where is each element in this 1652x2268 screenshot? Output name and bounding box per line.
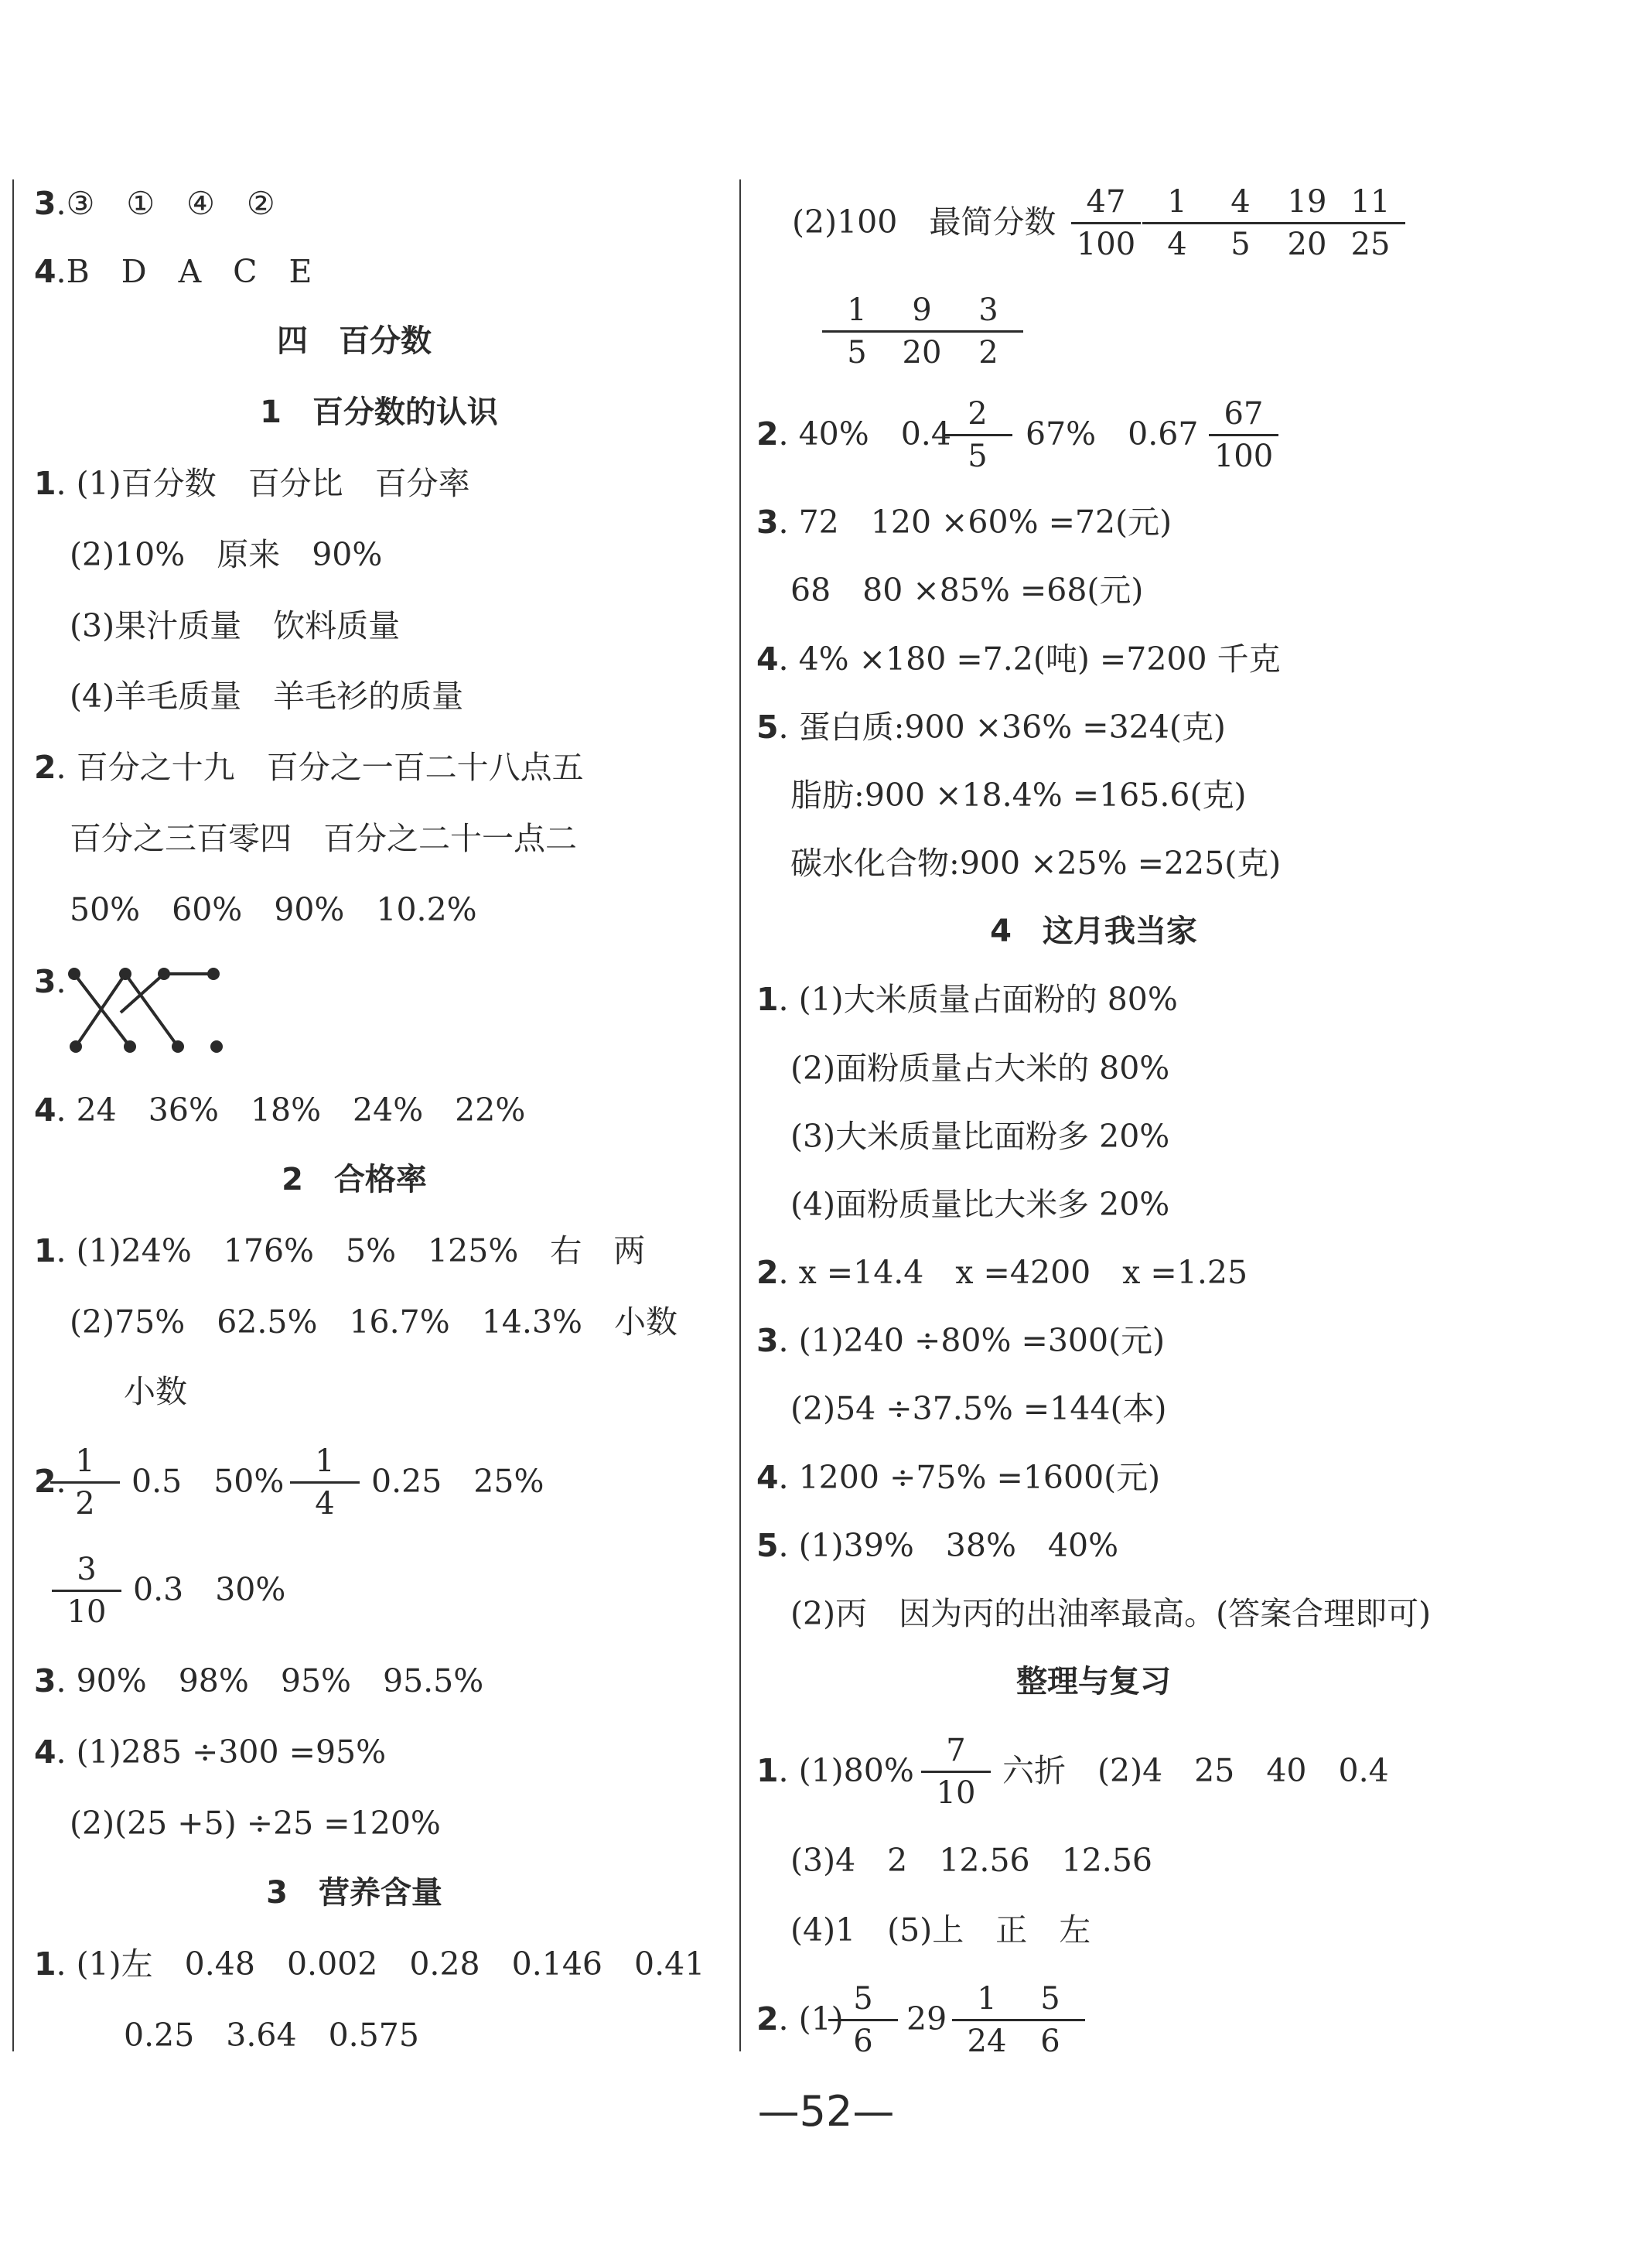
answer-line: (2)54 ÷37.5% =144(本) <box>790 1390 1167 1427</box>
answer-line: (2)100 最简分数 <box>792 203 1056 241</box>
fraction: 1 24 <box>944 1981 1029 2059</box>
answer-line: 68 80 ×85% =68(元) <box>790 572 1144 609</box>
answer-line: (2)75% 62.5% 16.7% 14.3% 小数 <box>70 1303 678 1341</box>
matching-lines-diagram <box>62 963 232 1056</box>
fraction: 9 20 <box>879 292 964 371</box>
answer-line: (3)果汁质量 饮料质量 <box>70 607 401 644</box>
section-heading: 4 这月我当家 <box>990 914 1197 949</box>
answer-line: (2)丙 因为丙的出油率最高。(答案合理即可) <box>790 1595 1432 1632</box>
section-heading: 整理与复习 <box>1016 1664 1171 1699</box>
answer-line: 1. (1)24% 176% 5% 125% 右 两 <box>34 1232 646 1269</box>
answer-line: 4. 24 36% 18% 24% 22% <box>34 1091 526 1129</box>
match-dot <box>119 968 131 980</box>
fraction: 4 5 <box>1198 184 1283 262</box>
unit-heading: 四 百分数 <box>277 323 432 359</box>
answer-line: 5. (1)39% 38% 40% <box>756 1527 1119 1564</box>
answer-line: 2. (1) <box>756 2000 844 2037</box>
fraction: 3 2 <box>946 292 1031 371</box>
answer-line: 1. (1)80% <box>756 1752 914 1789</box>
fraction: 1 5 <box>814 292 899 371</box>
answer-line: 1. (1)左 0.48 0.002 0.28 0.146 0.41 <box>34 1945 705 1983</box>
fraction: 3 10 <box>44 1552 129 1630</box>
match-dot <box>210 1040 223 1053</box>
answer-line: (4)面粉质量比大米多 20% <box>790 1186 1170 1223</box>
answer-line: 2. 40% 0.4 <box>756 415 951 453</box>
answer-line: 0.25 3.64 0.575 <box>124 2017 419 2054</box>
answer-line: 3. <box>34 963 67 1000</box>
match-dot <box>207 968 220 980</box>
fraction: 1 2 <box>43 1443 128 1522</box>
answer-line: (4)1 (5)上 正 左 <box>790 1911 1091 1949</box>
fraction: 7 10 <box>913 1733 998 1811</box>
fraction: 2 5 <box>935 396 1020 474</box>
page-number: —52— <box>757 2087 895 2136</box>
answer-line: 67% 0.67 <box>1026 415 1199 453</box>
answer-line: 脂肪:900 ×18.4% =165.6(克) <box>790 777 1247 814</box>
column-divider <box>739 179 741 2051</box>
fraction: 19 20 <box>1265 184 1350 262</box>
match-dot <box>68 968 80 980</box>
answer-line: 2. <box>34 1463 67 1500</box>
fraction: 1 4 <box>1135 184 1220 262</box>
answer-line: 碳水化合物:900 ×25% =225(克) <box>790 845 1282 882</box>
answer-line: 4.B D A C E <box>34 253 312 290</box>
fraction: 5 6 <box>1008 1981 1093 2059</box>
answer-line: 0.5 50% <box>131 1463 285 1500</box>
answer-line: 2. 百分之十九 百分之一百二十八点五 <box>34 749 584 786</box>
answer-line: 4. (1)285 ÷300 =95% <box>34 1733 387 1771</box>
fraction: 47 100 <box>1063 184 1149 262</box>
answer-line: 0.25 25% <box>371 1463 544 1500</box>
answer-line: 3. (1)240 ÷80% =300(元) <box>756 1322 1166 1359</box>
answer-line: 50% 60% 90% 10.2% <box>70 891 477 928</box>
left-margin-rule <box>12 179 14 2051</box>
answer-line: 4. 1200 ÷75% =1600(元) <box>756 1459 1161 1496</box>
answer-line: 2. x =14.4 x =4200 x =1.25 <box>756 1254 1248 1291</box>
fraction: 1 4 <box>282 1443 367 1522</box>
answer-line: (4)羊毛质量 羊毛衫的质量 <box>70 678 464 715</box>
fraction: 5 6 <box>821 1981 906 2059</box>
answer-line: (2)(25 +5) ÷25 =120% <box>70 1805 441 1842</box>
answer-line: (2)面粉质量占大米的 80% <box>790 1050 1170 1087</box>
answer-line: (3)大米质量比面粉多 20% <box>790 1118 1170 1155</box>
fraction: 67 100 <box>1201 396 1286 474</box>
match-dot <box>70 1040 82 1053</box>
answer-line: 3.③ ① ④ ② <box>34 185 275 222</box>
match-dot <box>172 1040 184 1053</box>
answer-line: 0.3 30% <box>133 1571 286 1608</box>
answer-line: 5. 蛋白质:900 ×36% =324(克) <box>756 709 1226 746</box>
answer-line: 1. (1)百分数 百分比 百分率 <box>34 465 470 502</box>
answer-line: 3. 72 120 ×60% =72(元) <box>756 504 1172 541</box>
match-dot <box>158 968 170 980</box>
answer-line: 六折 (2)4 25 40 0.4 <box>1002 1752 1389 1789</box>
section-heading: 1 百分数的认识 <box>260 395 498 430</box>
section-heading: 3 营养含量 <box>266 1875 442 1911</box>
match-dot <box>124 1040 136 1053</box>
answer-line: 百分之三百零四 百分之二十一点二 <box>70 820 577 857</box>
answer-line: (3)4 2 12.56 12.56 <box>790 1842 1152 1879</box>
answer-line: 29 <box>906 2000 947 2037</box>
answer-line: (2)10% 原来 90% <box>70 536 383 573</box>
answer-line: 3. 90% 98% 95% 95.5% <box>34 1662 484 1699</box>
fraction: 11 25 <box>1328 184 1413 262</box>
answer-line: 1. (1)大米质量占面粉的 80% <box>756 981 1178 1018</box>
answer-line: 小数 <box>124 1373 187 1410</box>
answer-line: 4. 4% ×180 =7.2(吨) =7200 千克 <box>756 640 1281 678</box>
section-heading: 2 合格率 <box>282 1162 427 1197</box>
